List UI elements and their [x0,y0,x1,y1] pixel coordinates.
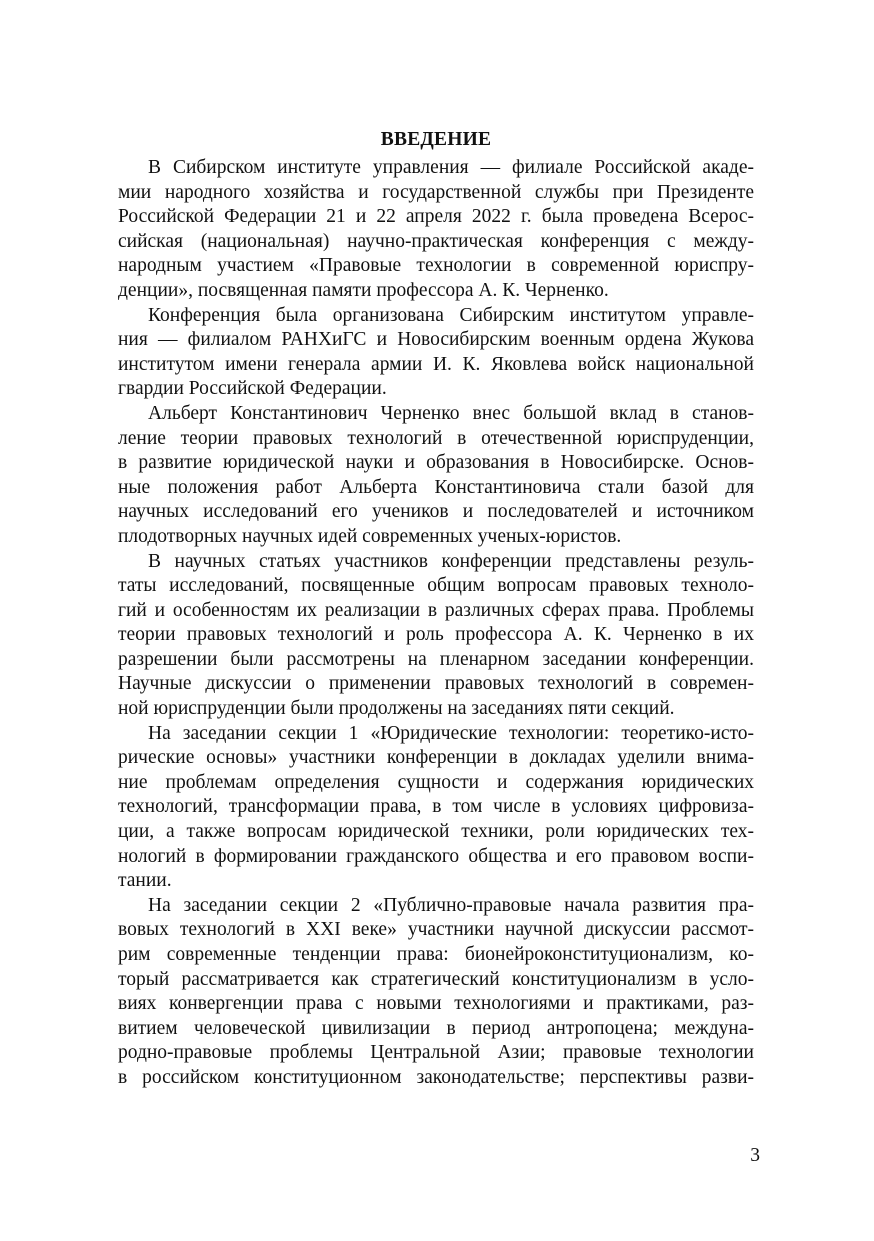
text-line: Конференция была организована Сибирским институтом управле- [148,304,754,326]
page-title: ВВЕДЕНИЕ [380,129,492,150]
text-line: В научных статьях участников конференции представлены резуль- [148,550,754,572]
paragraph [118,894,754,1091]
text-line: мии народного хозяйства и государственной службы при Президенте [118,181,754,203]
text-line: гий и особенностям их реализации в различных сферах права. Проблемы [118,599,754,621]
paragraph [118,550,754,722]
paragraph [118,722,754,894]
text-line: в российском конституционном законодательстве; перспективы разви- [118,1066,754,1088]
text-line: народным участием «Правовые технологии в современной юриспру- [118,255,754,277]
text-line: ление теории правовых технологий в отечественной юриспруденции, [118,427,754,449]
page-number: 3 [750,1145,760,1166]
text-line: На заседании секции 1 «Юридические технологии: теоретико-исто- [148,722,754,744]
text-line: нологий в формировании гражданского общества и его правовом воспи- [118,845,754,867]
text-line: институтом имени генерала армии И. К. Яковлева войск национальной [118,353,754,375]
text-line: теории правовых технологий и роль профессора А. К. Черненко в их [118,624,754,646]
text-line: витием человеческой цивилизации в период антропоцена; междуна- [118,1017,754,1039]
paragraph [118,304,754,402]
text-line: ции, а также вопросам юридической техники, роли юридических тех- [118,821,754,843]
text-line: ные положения работ Альберта Константиновича стали базой для [118,476,754,498]
text-line: технологий, трансформации права, в том числе в условиях цифровиза- [118,796,754,818]
text-line: разрешении были рассмотрены на пленарном заседании конференции. [118,648,754,670]
text-line: гвардии Российской Федерации. [118,378,387,400]
text-line: тании. [118,870,172,892]
text-line: торый рассматривается как стратегический конституционализм в усло- [118,968,754,990]
text-line: ной юриспруденции были продолжены на заседаниях пяти секций. [118,698,675,720]
text-line: вовых технологий в XXI веке» участники научной дискуссии рассмот- [118,919,754,941]
paragraph [118,402,754,550]
text-line: На заседании секции 2 «Публично-правовые начала развития пра- [148,894,754,916]
text-line: Научные дискуссии о применении правовых технологий в современ- [118,673,754,695]
text-line: родно-правовые проблемы Центральной Азии; правовые технологии [118,1042,754,1064]
body-text [118,156,754,1091]
text-line: сийская (национальная) научно-практическая конференция с между- [118,230,754,252]
text-line: Российской Федерации 21 и 22 апреля 2022 г. была проведена Всерос- [118,206,754,228]
text-line: таты исследований, посвященные общим вопросам правовых техноло- [118,575,754,597]
text-line: рические основы» участники конференции в докладах уделили внима- [118,747,754,769]
text-line: виях конвергенции права с новыми технологиями и практиками, раз- [118,993,754,1015]
text-line: денции», посвященная памяти профессора А. К. Черненко. [118,279,609,301]
text-line: плодотворных научных идей современных ученых-юристов. [118,525,622,547]
text-line: В Сибирском институте управления — филиале Российской акаде- [148,157,754,178]
text-line: научных исследований его учеников и последователей и источником [118,501,754,523]
text-line: в развитие юридической науки и образования в Новосибирске. Основ- [118,452,754,474]
text-line: рим современные тенденции права: бионейроконституционализм, ко- [118,944,754,965]
text-line: Альберт Константинович Черненко внес большой вклад в станов- [148,402,754,424]
text-line: ние проблемам определения сущности и содержания юридических [118,771,754,793]
page-content [118,128,754,1091]
paragraph [118,156,754,304]
text-line: ния — филиалом РАНХиГС и Новосибирским военным ордена Жукова [118,329,754,351]
